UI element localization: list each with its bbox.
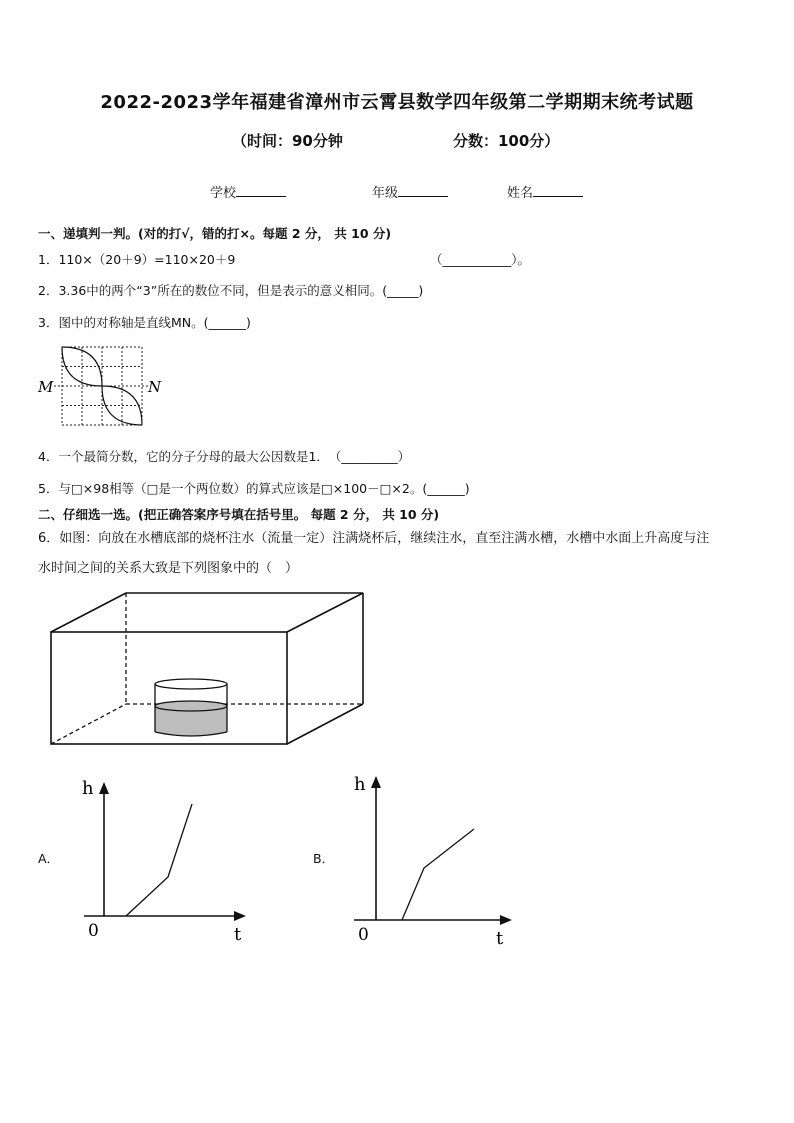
section2-heading: 二、仔细选一选。(把正确答案序号填在括号里。 每题 2 分， 共 10 分) (38, 507, 440, 522)
school-label: 学校 (210, 186, 237, 201)
option-b-graph (352, 770, 532, 950)
beaker (155, 679, 227, 736)
option-a-label[interactable]: A． (38, 851, 60, 866)
question-5: 5．与□×98相等（□是一个两位数）的算式应该是□×100－□×2。(______) (38, 481, 470, 496)
question-1: 1．110×（20＋9）=110×20＋9 (38, 252, 236, 267)
section1-heading: 一、递填判一判。(对的打√，错的打×。每题 2 分， 共 10 分) (38, 226, 392, 241)
label-n: N (148, 378, 162, 396)
water-tank-figure (48, 590, 368, 750)
symmetry-grid-figure (36, 343, 166, 429)
exam-score: 分数：100分） (453, 132, 560, 150)
name-field (507, 182, 583, 201)
question-6-line1: 6．如图：向放在水槽底部的烧杯注水（流量一定）注满烧杯后，继续注水，直至注满水槽，水槽中水面上升高度与注 (38, 531, 710, 546)
option-b-x-axis-label: t (496, 928, 504, 949)
page-title: 2022-2023学年福建省漳州市云霄县数学四年级第二学期期末统考试题 (100, 92, 694, 113)
school-field (210, 182, 286, 201)
option-b-label[interactable]: B． (313, 851, 335, 866)
name-label: 姓名 (507, 186, 534, 201)
grade-blank[interactable] (398, 184, 448, 197)
question-6 (38, 524, 758, 584)
option-a-x-axis-label: t (234, 924, 242, 945)
grade-field (372, 182, 448, 201)
question-1-answer-blank[interactable]: （___________）。 (430, 252, 531, 267)
label-m: M (38, 378, 54, 396)
name-blank[interactable] (533, 184, 583, 197)
option-b-origin-label: 0 (358, 925, 369, 945)
option-a-origin-label: 0 (88, 921, 99, 941)
question-2: 2．3.36中的两个“3”所在的数位不同，但是表示的意义相同。(_____) (38, 283, 424, 298)
option-a-graph (78, 770, 258, 950)
question-6-line2: 水时间之间的关系大致是下列图象中的（ ） (38, 561, 299, 576)
grade-label: 年级 (372, 186, 399, 201)
question-3: 3．图中的对称轴是直线MN。(______) (38, 315, 251, 330)
option-b-y-axis-label: h (354, 774, 366, 795)
question-4: 4．一个最简分数，它的分子分母的最大公因数是1． （_________） (38, 449, 411, 464)
option-a-y-axis-label: h (82, 778, 94, 799)
school-blank[interactable] (236, 184, 286, 197)
exam-time: （时间：90分钟 (232, 132, 343, 150)
